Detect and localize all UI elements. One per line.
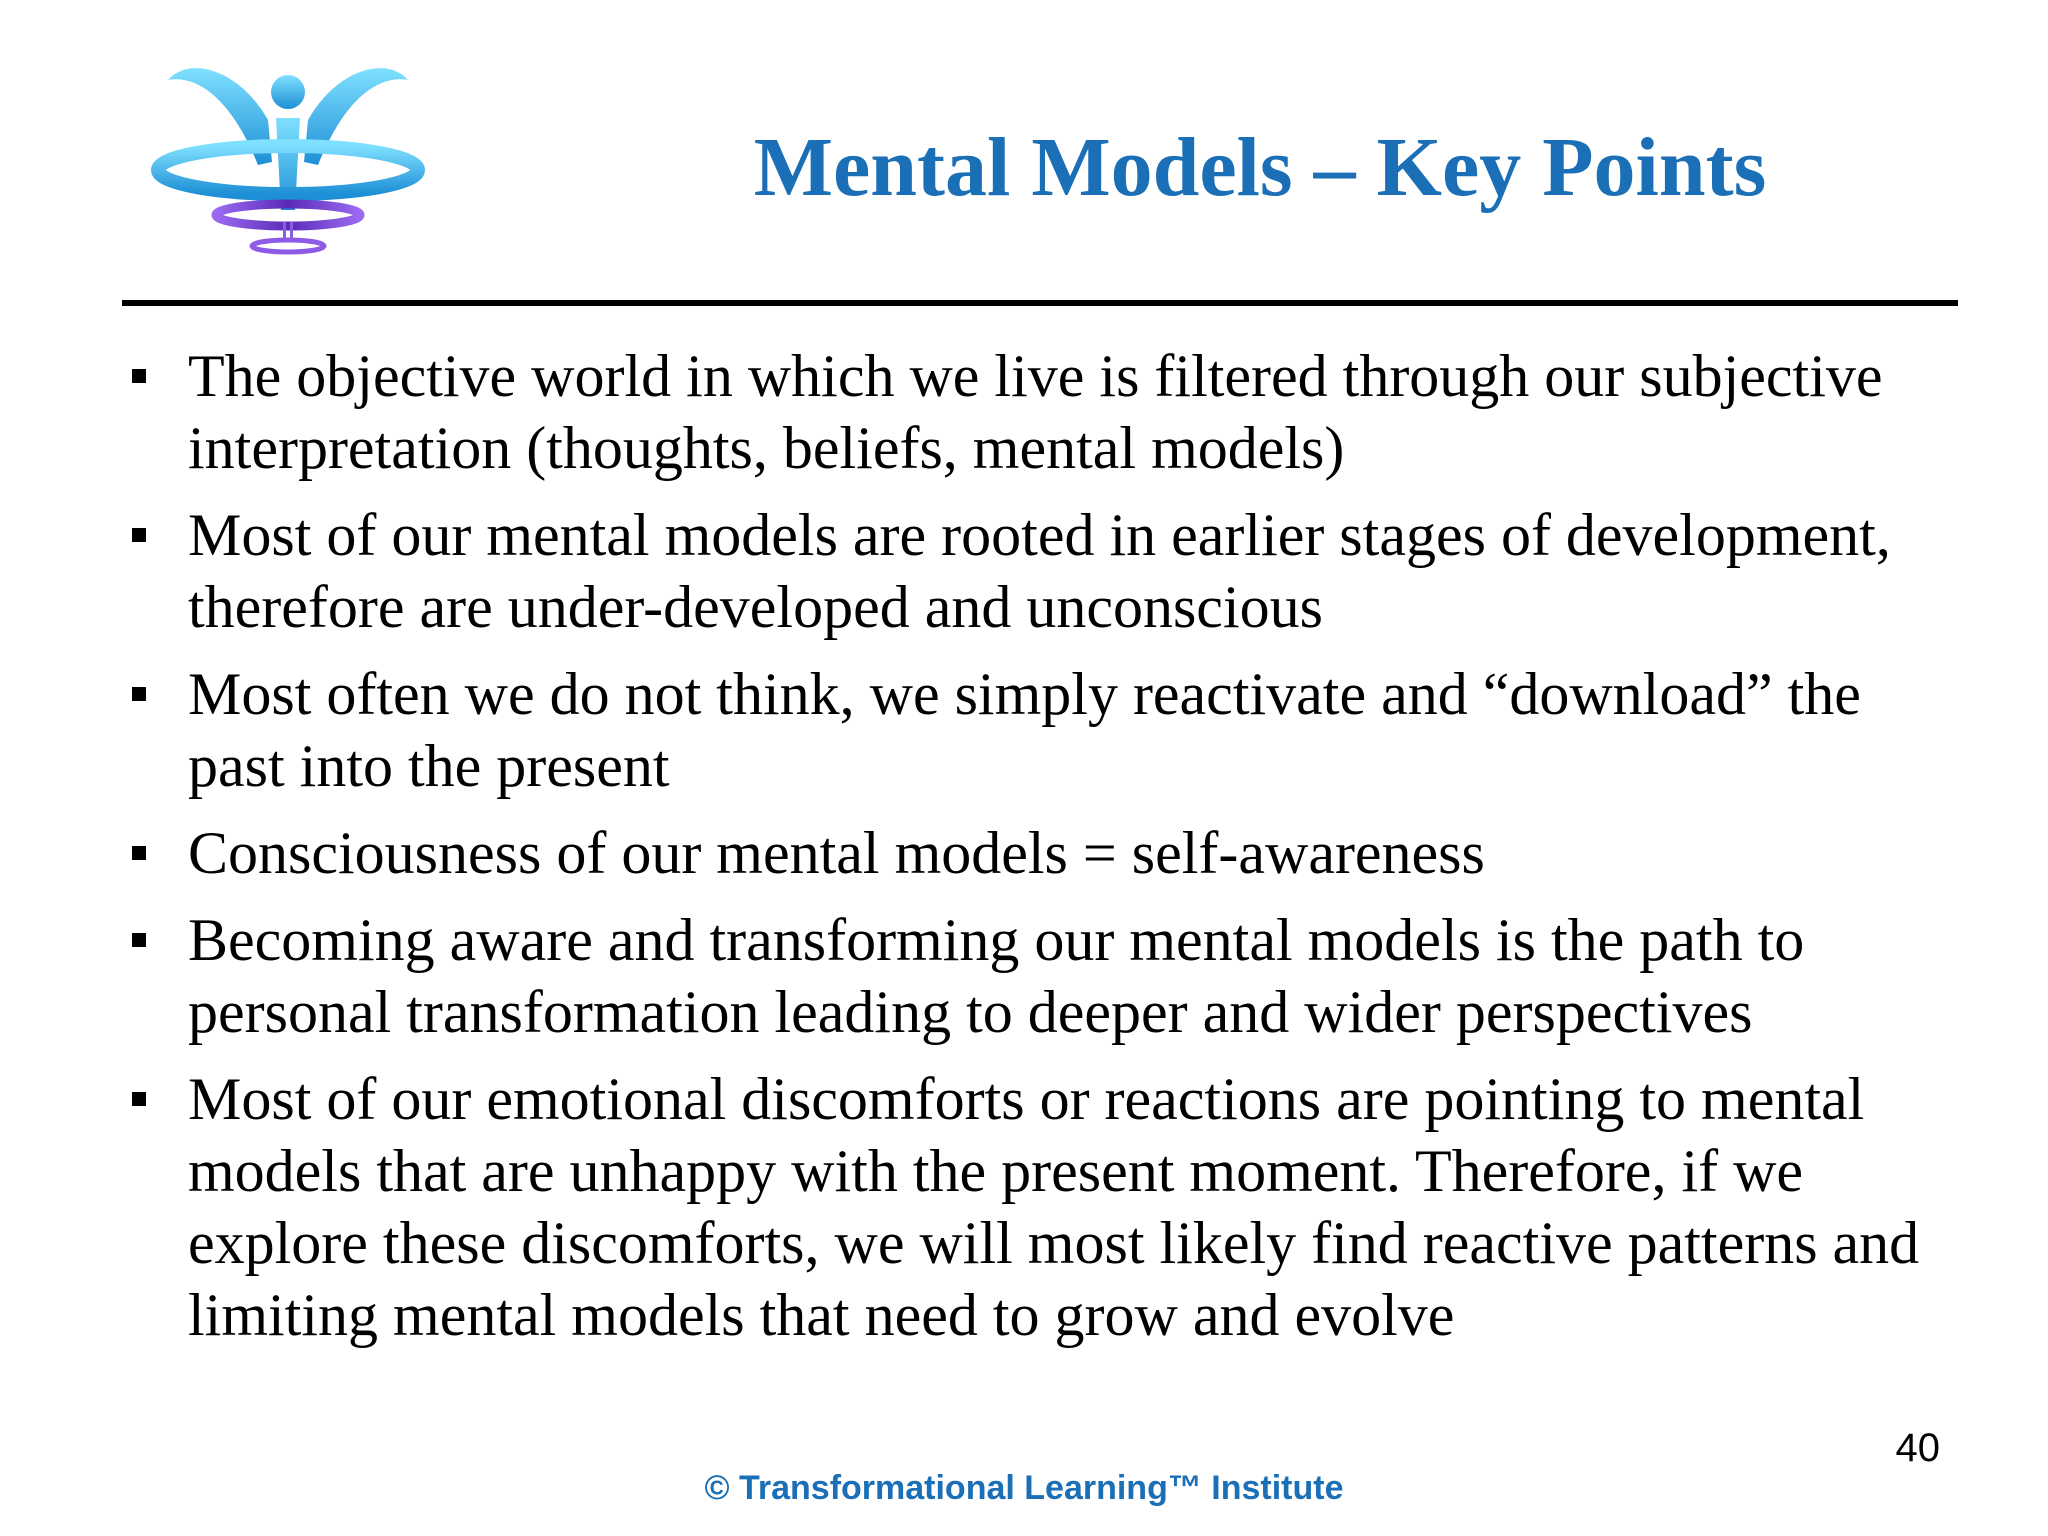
square-bullet-icon <box>132 528 146 542</box>
square-bullet-icon <box>132 846 146 860</box>
bullet-text: Becoming aware and transforming our mental models is the path to personal transformation leading to deeper and wider perspectives <box>188 907 1805 1045</box>
bullet-text: Consciousness of our mental models = self-awareness <box>188 820 1485 886</box>
title-divider <box>122 300 1958 306</box>
bullet-item <box>130 499 1930 643</box>
page-number: 40 <box>1895 1426 1940 1470</box>
slide-title: Mental Models – Key Points <box>753 121 1767 214</box>
bullet-item <box>130 904 1930 1048</box>
bullet-text: Most of our emotional discomforts or reactions are pointing to mental models that are unhappy with the present moment. Therefore, if we explore these discomforts, we will most likely find reactive patterns and limiting mental models that need to grow and evolve <box>188 1066 1920 1348</box>
bullet-item <box>130 658 1930 802</box>
key-points-list <box>130 340 1930 1366</box>
square-bullet-icon <box>132 687 146 701</box>
bullet-item <box>130 340 1930 484</box>
bullet-text: Most often we do not think, we simply reactivate and “download” the past into the present <box>188 661 1861 799</box>
bullet-item <box>130 1063 1930 1351</box>
bullet-text: Most of our mental models are rooted in earlier stages of development, therefore are under-developed and unconscious <box>188 502 1891 640</box>
institute-logo-icon <box>150 50 430 270</box>
bullet-text: The objective world in which we live is filtered through our subjective interpretation (thoughts, beliefs, mental models) <box>188 343 1883 481</box>
square-bullet-icon <box>132 1092 146 1106</box>
footer-copyright: © Transformational Learning™ Institute <box>704 1469 1344 1507</box>
square-bullet-icon <box>132 933 146 947</box>
bullet-item <box>130 817 1930 889</box>
square-bullet-icon <box>132 369 146 383</box>
